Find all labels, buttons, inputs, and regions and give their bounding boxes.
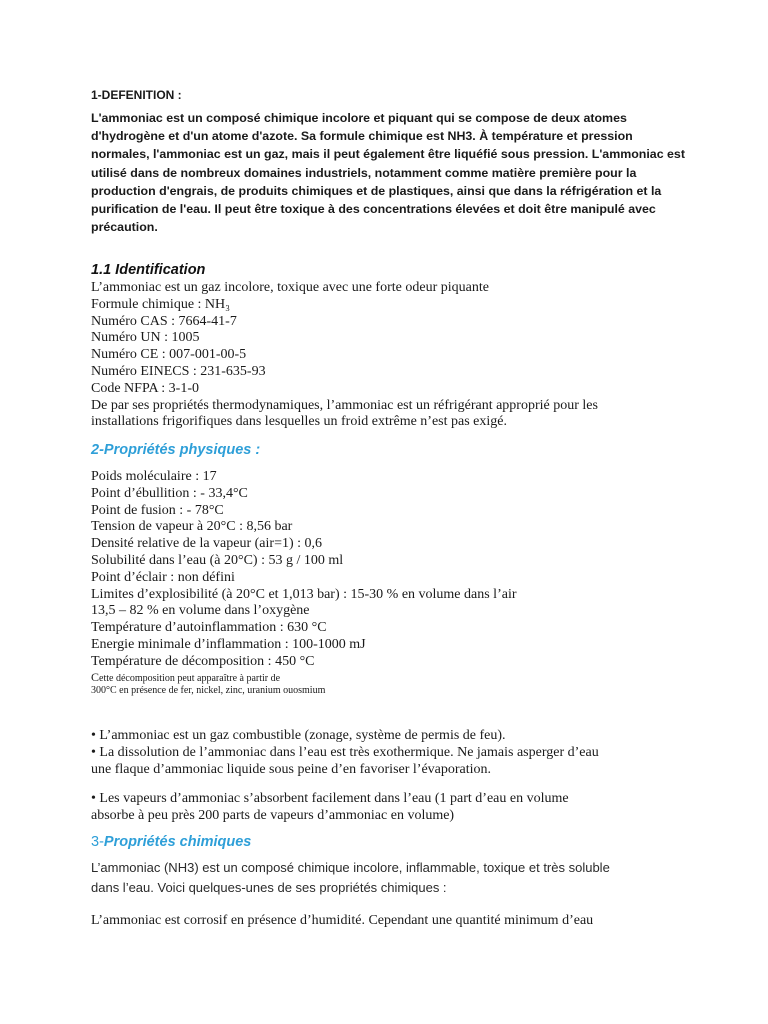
identification-line: Numéro UN : 1005 bbox=[91, 330, 200, 346]
identification-heading: 1.1 Identification bbox=[91, 262, 206, 278]
bullet-group-2 bbox=[91, 791, 691, 825]
physical-property-line: Point de fusion : - 78°C bbox=[91, 502, 224, 518]
identification-line: De par ses propriétés thermodynamiques, l’ammoniac est un réfrigérant approprié pour les bbox=[91, 397, 598, 413]
physical-property-line: Point d’ébullition : - 33,4°C bbox=[91, 485, 248, 501]
physical-property-line: Poids moléculaire : 17 bbox=[91, 469, 217, 484]
physical-property-line: 13,5 – 82 % en volume dans l’oxygène bbox=[91, 603, 310, 619]
definition-line: d'hydrogène et d'un atome d'azote. Sa formule chimique est NH3. À température et pression bbox=[91, 129, 633, 144]
physical-property-line: Température d’autoinflammation : 630 °C bbox=[91, 620, 327, 636]
chemical-paragraph-line: L’ammoniac (NH3) est un composé chimique incolore, inflammable, toxique et très soluble bbox=[91, 860, 610, 875]
identification-line: Numéro CE : 007-001-00-5 bbox=[91, 347, 247, 363]
note-capital: C bbox=[91, 669, 100, 684]
identification-line: Code NFPA : 3-1-0 bbox=[91, 380, 200, 396]
bullet-group-1 bbox=[91, 728, 691, 778]
definition-line: précaution. bbox=[91, 220, 158, 235]
definition-paragraph bbox=[91, 109, 691, 236]
identification-line: L’ammoniac est un gaz incolore, toxique avec une forte odeur piquante bbox=[91, 280, 489, 295]
identification-line: Formule chimique : NH₃ bbox=[91, 296, 231, 312]
bullet-item: • Les vapeurs d’ammoniac s’absorbent facilement dans l’eau (1 part d’eau en volume bbox=[91, 791, 569, 806]
corrosion-line: L’ammoniac est corrosif en présence d’humidité. Cependant une quantité minimum d’eau bbox=[91, 913, 594, 928]
identification-line: Numéro CAS : 7664-41-7 bbox=[91, 313, 237, 329]
identification-line: installations frigorifiques dans lesquelles un froid extrême n’est pas exigé. bbox=[91, 414, 508, 430]
definition-heading: 1-DEFENITION : bbox=[91, 88, 182, 102]
chemical-paragraph-line: dans l’eau. Voici quelques-unes de ses propriétés chimiques : bbox=[91, 880, 447, 895]
physical-property-line: Energie minimale d’inflammation : 100-1000 mJ bbox=[91, 636, 366, 652]
note-line: ette décomposition peut apparaître à partir de bbox=[99, 672, 281, 684]
physical-properties-heading: 2-Propriétés physiques : bbox=[91, 442, 261, 458]
definition-line: production d'engrais, de produits chimiques et de plastiques, ainsi que dans la réfrigération et la bbox=[91, 183, 662, 198]
physical-property-line: Tension de vapeur à 20°C : 8,56 bar bbox=[91, 519, 293, 535]
bullet-item: • L’ammoniac est un gaz combustible (zonage, système de permis de feu). bbox=[91, 728, 506, 743]
physical-property-line: Point d’éclair : non défini bbox=[91, 569, 235, 585]
bullet-item-continued: une flaque d’ammoniac liquide sous peine d’en favoriser l’évaporation. bbox=[91, 761, 492, 777]
physical-property-line: Température de décomposition : 450 °C bbox=[91, 653, 315, 669]
bullet-item-continued: absorbe à peu près 200 parts de vapeurs d’ammoniac en volume) bbox=[91, 807, 455, 823]
identification-block bbox=[91, 280, 691, 431]
definition-line: purification de l'eau. Il peut être toxique à des concentrations élevées et doit être manipulé avec bbox=[91, 202, 656, 217]
physical-property-line: Solubilité dans l’eau (à 20°C) : 53 g / 100 ml bbox=[91, 552, 344, 568]
chemical-heading-text: Propriétés chimiques bbox=[103, 834, 252, 850]
definition-line: L'ammoniac est un composé chimique incolore et piquant qui se compose de deux atomes bbox=[91, 111, 627, 125]
chemical-paragraph bbox=[91, 858, 691, 898]
definition-line: utilisé dans de nombreux domaines industriels, notamment comme matière première pour la bbox=[91, 165, 637, 180]
decomposition-note bbox=[91, 671, 691, 698]
chemical-heading-number: 3- bbox=[91, 834, 104, 850]
bullet-item: • La dissolution de l’ammoniac dans l’eau est très exothermique. Ne jamais asperger d’eau bbox=[91, 744, 599, 760]
physical-property-line: Densité relative de la vapeur (air=1) : 0,6 bbox=[91, 536, 323, 552]
physical-properties-block bbox=[91, 469, 691, 698]
identification-line: Numéro EINECS : 231-635-93 bbox=[91, 363, 266, 379]
note-line: 300°C en présence de fer, nickel, zinc, uranium ouosmium bbox=[91, 685, 326, 697]
physical-property-line: Limites d’explosibilité (à 20°C et 1,013 bar) : 15-30 % en volume dans l’air bbox=[91, 586, 517, 602]
chemical-properties-heading bbox=[91, 834, 251, 850]
definition-line: normales, l'ammoniac est un gaz, mais il peut également être liquéfié sous pression. L'ammoniac est bbox=[91, 147, 685, 162]
